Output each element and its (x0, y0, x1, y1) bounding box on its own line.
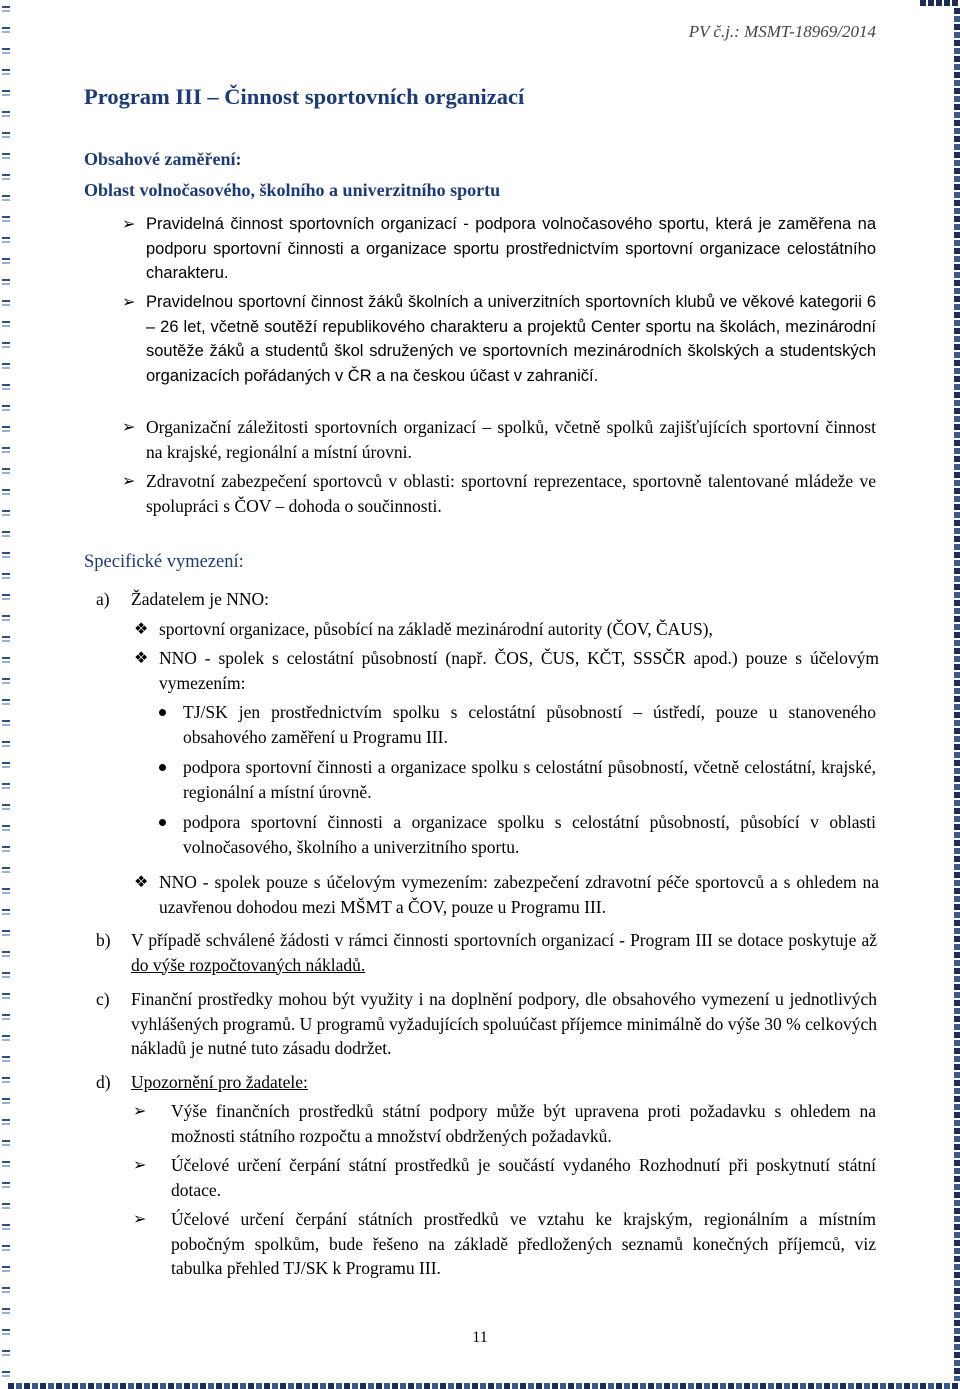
dot-bullet-icon (159, 819, 166, 826)
diamond-bullet-icon: ❖ (134, 648, 149, 667)
content-item: Zdravotní zabezpečení sportovců v oblasti: sportovní reprezentace, sportovně talentované mládeže ve spolupráci s ČOV – dohoda o součinnosti. (146, 471, 876, 516)
arrowhead-icon: ➢ (133, 1101, 147, 1120)
arrowhead-icon: ➢ (122, 214, 136, 233)
notice-item: Výše finančních prostředků státní podpory může být upravena proti požadavku s ohledem na možnosti státního rozpočtu a množství obdržených požadavků. (171, 1101, 876, 1146)
section-a-label: a) (96, 589, 110, 609)
page-border-left (2, 6, 10, 1383)
section-c-text: Finanční prostředky mohou být využity i na doplnění podpory, dle obsahového vymezení u jednotlivých vyhlášených programů. U programů vyžadujících spoluúčast příjemce minimálně do výše 30 % celkových nákladů je nutné tuto zásadu dodržet. (131, 989, 877, 1058)
applicant-item: sportovní organizace, působící na základě mezinárodní autority (ČOV, ČAUS), (159, 619, 713, 639)
arrowhead-icon: ➢ (122, 471, 136, 490)
area-subheading: Oblast volnočasového, školního a univerzitního sportu (84, 180, 501, 200)
arrowhead-icon: ➢ (133, 1155, 147, 1174)
content-item: Organizační záležitosti sportovních organizací – spolků, včetně spolků zajišťujících sportovní činnost na krajské, regionální a místní úrovni. (146, 417, 876, 462)
page-title: Program III – Činnost sportovních organizací (84, 84, 525, 109)
page-border-top (920, 0, 960, 6)
document-reference: PV č.j.: MSMT-18969/2014 (688, 22, 876, 41)
applicant-item: NNO - spolek pouze s účelovým vymezením: zabezpečení zdravotní péče sportovců a s ohledem na uzavřenou dohodou mezi MŠMT a ČOV, pouze u Programu III. (159, 872, 879, 917)
arrowhead-icon: ➢ (133, 1209, 147, 1228)
content-item: Pravidelnou sportovní činnost žáků školních a univerzitních sportovních klubů ve věkové kategorii 6 – 26 let, včetně soutěží republikového charakteru a projektů Center sportu na školách, mezinárodní soutěže žáků a studentů škol sdružených ve sportovních mezinárodních školských a studentských organizacích pořádaných v ČR a na českou účast v zahraničí. (146, 293, 876, 385)
notice-item: Účelové určení čerpání státních prostředků ve vztahu ke krajským, regionálním a místním pobočným spolkům, bude řešeno na základě předložených seznamů konečných příjemců, viz tabulka přehled TJ/SK k Programu III. (171, 1209, 876, 1278)
section-d-text: Upozornění pro žadatele: (131, 1072, 308, 1092)
section-d-label: d) (96, 1072, 111, 1092)
specific-heading: Specifické vymezení: (84, 552, 244, 572)
applicant-item: NNO - spolek s celostátní působností (např. ČOS, ČUS, KČT, SSSČR apod.) pouze s účelovým vymezením: (159, 648, 879, 693)
section-b-underlined: do výše rozpočtovaných nákladů. (131, 954, 366, 975)
arrowhead-icon: ➢ (122, 292, 136, 311)
diamond-bullet-icon: ❖ (134, 619, 149, 638)
bullet-item: podpora sportovní činnosti a organizace spolku s celostátní působností, včetně celostátní, krajské, regionální a místní úrovně. (183, 757, 876, 802)
bullet-item: podpora sportovní činnosti a organizace spolku s celostátní působností, působící v oblasti volnočasového, školního a univerzitního sportu. (183, 812, 876, 857)
page-number: 11 (472, 1329, 488, 1346)
content-heading: Obsahové zaměření: (84, 149, 242, 169)
dot-bullet-icon (159, 709, 166, 716)
section-a-text: Žadatelem je NNO: (131, 589, 270, 609)
content-item: Pravidelná činnost sportovních organizací - podpora volnočasového sportu, která je zaměřena na podporu sportovní činnosti a organizace sportu prostřednictvím sportovní organizace celostátního charakteru. (146, 215, 876, 282)
bullet-item: TJ/SK jen prostřednictvím spolku s celostátní působností – ústředí, pouze u stanoveného obsahového zaměření u Programu III. (183, 702, 876, 747)
dot-bullet-icon (159, 764, 166, 771)
diamond-bullet-icon: ❖ (134, 872, 149, 891)
section-b-label: b) (96, 930, 111, 950)
notice-item: Účelové určení čerpání státní prostředků je součástí vydaného Rozhodnutí při poskytnutí státní dotace. (171, 1155, 876, 1200)
section-c-label: c) (96, 989, 110, 1009)
section-b-body: V případě schválené žádosti v rámci činnosti sportovních organizací - Program III se dotace poskytuje až (131, 930, 877, 950)
arrowhead-icon: ➢ (122, 417, 136, 436)
page-border-bottom (8, 1383, 960, 1389)
page-border-right (954, 8, 960, 1381)
section-b-text (131, 928, 877, 977)
